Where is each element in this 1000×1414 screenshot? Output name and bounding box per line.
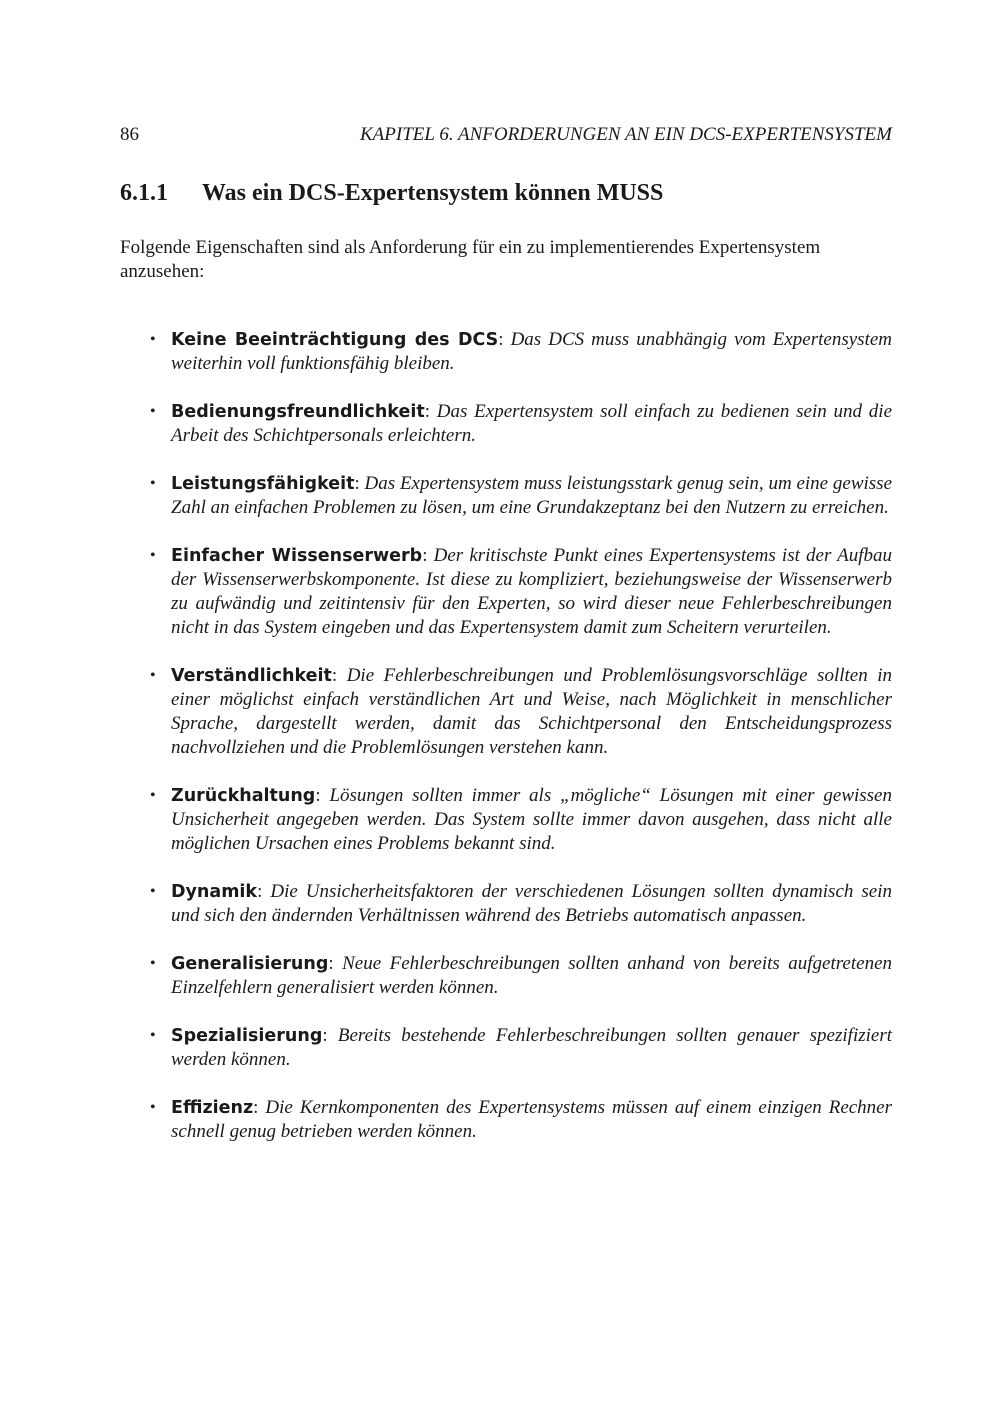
requirement-term: Leistungsfähigkeit xyxy=(171,474,355,494)
bullet-icon: • xyxy=(150,787,156,804)
intro-paragraph: Folgende Eigenschaften sind als Anforderung für ein zu implementierendes Expertensystem anzusehen: xyxy=(120,237,821,282)
requirement-item xyxy=(120,400,892,448)
bullet-icon: • xyxy=(150,883,156,900)
requirement-description: Der kritischste Punkt eines Expertensystems ist der Aufbau der Wissenserwerbskomponente. Ist diese zu kompliziert, beziehungsweise der Wissenserwerb zu aufwändig und zeitintensiv für den Experten, so wird dieser neue Fehlerbeschreibungen nicht in das System eingeben und das Expertensystem damit zum Scheitern verurteilen. xyxy=(171,545,893,638)
section-number: 6.1.1 xyxy=(120,180,168,206)
term-separator: : xyxy=(257,881,271,902)
chapter-title: KAPITEL 6. ANFORDERUNGEN AN EIN DCS-EXPERTENSYSTEM xyxy=(359,124,892,145)
page-number: 86 xyxy=(120,124,139,145)
requirement-description: Das DCS muss unabhängig vom Expertensystem weiterhin voll funktionsfähig bleiben. xyxy=(171,329,893,374)
requirement-item xyxy=(120,952,892,1000)
bullet-icon: • xyxy=(150,547,156,564)
requirement-term: Effizienz xyxy=(171,1098,254,1118)
requirement-term: Bedienungsfreundlichkeit xyxy=(171,402,425,422)
term-separator: : xyxy=(498,329,511,350)
requirement-item xyxy=(120,880,892,928)
requirement-description: Die Fehlerbeschreibungen und Problemlösungsvorschläge sollten in einer möglichst einfach verständlichen Art und Weise, nach Möglichkeit in menschlicher Sprache, dargestellt werden, damit das Schichtpersonal den Entscheidungsprozess nachvollziehen und die Problemlösungen verstehen kann. xyxy=(171,665,893,758)
section-title: Was ein DCS-Expertensystem können MUSS xyxy=(202,180,664,206)
running-header xyxy=(120,124,892,148)
requirement-item xyxy=(120,664,892,760)
bullet-icon: • xyxy=(150,1027,156,1044)
requirements-list xyxy=(120,328,892,1168)
section-heading xyxy=(120,180,663,207)
term-separator: : xyxy=(354,473,365,494)
bullet-icon: • xyxy=(150,331,156,348)
bullet-icon: • xyxy=(150,475,156,492)
requirement-description: Die Unsicherheitsfaktoren der verschiedenen Lösungen sollten dynamisch sein und sich den ändernden Verhältnissen während des Betriebs automatisch anpassen. xyxy=(171,881,892,926)
requirement-item xyxy=(120,328,892,376)
requirement-description: Das Expertensystem muss leistungsstark genug sein, um eine gewisse Zahl an einfachen Problemen zu lösen, um eine Grundakzeptanz bei den Nutzern zu erreichen. xyxy=(171,473,893,518)
requirement-term: Keine Beeinträchtigung des DCS xyxy=(171,330,499,350)
requirement-term: Einfacher Wissenserwerb xyxy=(171,546,423,566)
bullet-icon: • xyxy=(150,667,156,684)
term-separator: : xyxy=(315,785,330,806)
bullet-icon: • xyxy=(150,403,156,420)
term-separator: : xyxy=(424,401,437,422)
bullet-icon: • xyxy=(150,955,156,972)
requirement-term: Zurückhaltung xyxy=(171,786,316,806)
requirement-item xyxy=(120,784,892,856)
requirement-term: Verständlichkeit xyxy=(171,666,332,686)
requirement-item xyxy=(120,1096,892,1144)
requirement-term: Dynamik xyxy=(171,882,258,902)
requirement-description: Das Expertensystem soll einfach zu bedienen sein und die Arbeit des Schichtpersonals erleichtern. xyxy=(171,401,893,446)
requirement-item xyxy=(120,544,892,640)
requirement-term: Spezialisierung xyxy=(171,1026,323,1046)
term-separator: : xyxy=(253,1097,266,1118)
bullet-icon: • xyxy=(150,1099,156,1116)
term-separator: : xyxy=(328,953,343,974)
requirement-term: Generalisierung xyxy=(171,954,329,974)
requirement-item xyxy=(120,472,892,520)
requirement-item xyxy=(120,1024,892,1072)
term-separator: : xyxy=(322,1025,338,1046)
requirement-description: Lösungen sollten immer als „mögliche“ Lösungen mit einer gewissen Unsicherheit angegeben werden. Das System sollte immer davon ausgehen, dass nicht alle möglichen Ursachen eines Problems bekannt sind. xyxy=(171,785,892,854)
term-separator: : xyxy=(422,545,434,566)
requirement-description: Die Kernkomponenten des Expertensystems müssen auf einem einzigen Rechner schnell genug betrieben werden können. xyxy=(171,1097,893,1142)
term-separator: : xyxy=(331,665,347,686)
requirement-description: Bereits bestehende Fehlerbeschreibungen sollten genauer spezifiziert werden können. xyxy=(171,1025,892,1070)
requirement-description: Neue Fehlerbeschreibungen sollten anhand von bereits aufgetretenen Einzelfehlern generalisiert werden können. xyxy=(171,953,893,998)
